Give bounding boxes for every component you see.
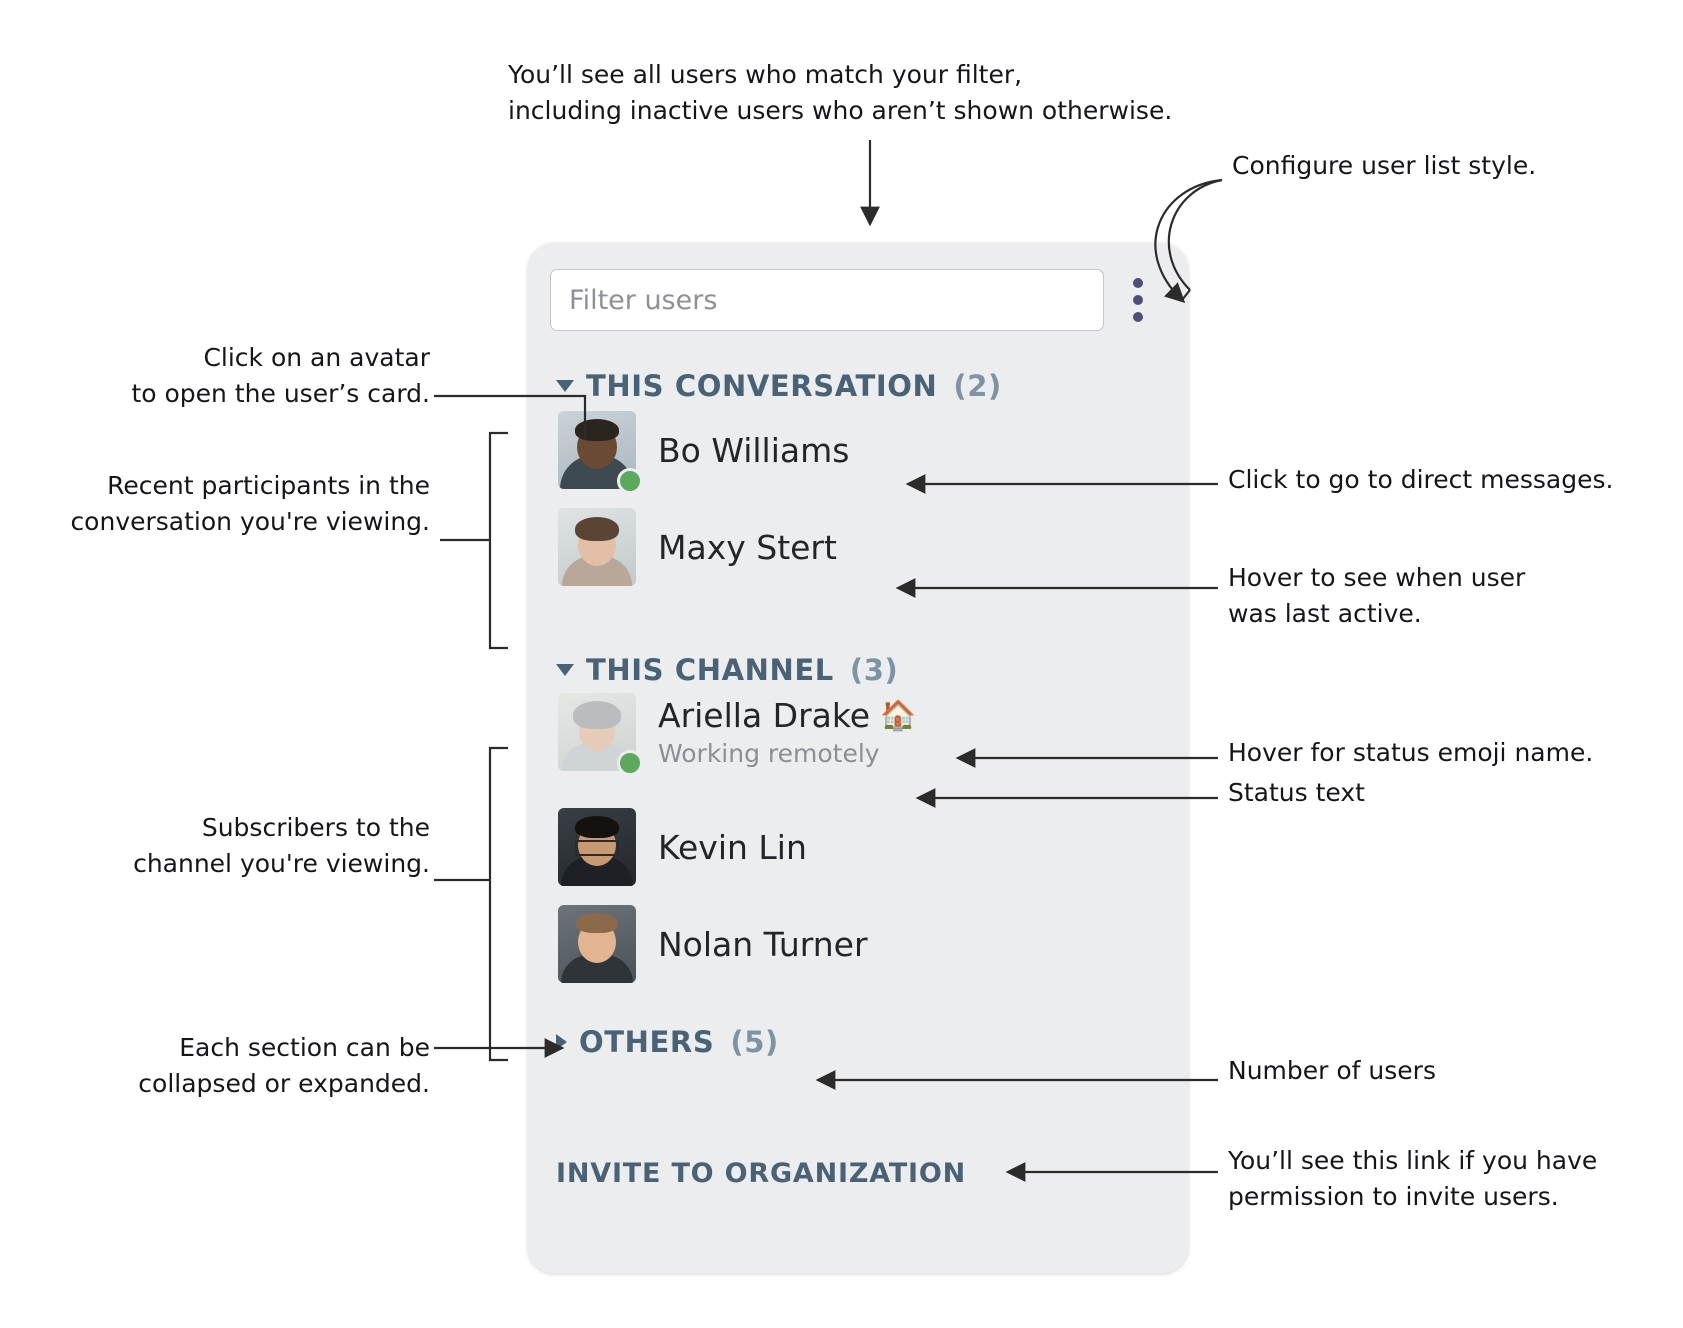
- presence-indicator-active: [617, 750, 643, 776]
- annotation-avatar-note: Click on an avatar to open the user’s card.: [131, 343, 430, 409]
- annotation-direct-messages-note: Click to go to direct messages.: [1228, 465, 1614, 494]
- list-item[interactable]: [558, 693, 916, 771]
- user-name: [658, 528, 837, 567]
- user-text: [658, 528, 837, 567]
- chevron-down-icon: [556, 664, 574, 676]
- kebab-dot-1: [1133, 278, 1143, 288]
- list-item[interactable]: [558, 411, 849, 489]
- user-text: [658, 828, 807, 867]
- section-label: THIS CHANNEL: [586, 653, 834, 687]
- kebab-dot-3: [1133, 312, 1143, 322]
- user-text: [658, 925, 868, 964]
- section-user-count: (5): [730, 1025, 779, 1059]
- annotation-collapse-note: Each section can be collapsed or expanded.: [138, 1033, 430, 1099]
- avatar[interactable]: [558, 905, 636, 983]
- avatar[interactable]: [558, 411, 636, 489]
- avatar[interactable]: [558, 693, 636, 771]
- user-name: [658, 696, 916, 735]
- user-text: [658, 431, 849, 470]
- status-emoji-icon[interactable]: 🏠: [880, 698, 917, 732]
- user-name-text: Kevin Lin: [658, 827, 807, 867]
- filter-row: [550, 267, 1166, 333]
- filter-users-input[interactable]: [550, 269, 1104, 331]
- user-name-text: Maxy Stert: [658, 527, 837, 567]
- avatar[interactable]: [558, 508, 636, 586]
- section-header-others[interactable]: [556, 1025, 779, 1059]
- user-list-panel: [528, 243, 1188, 1273]
- user-name: [658, 828, 807, 867]
- list-item[interactable]: [558, 508, 837, 586]
- kebab-menu-icon[interactable]: [1112, 269, 1164, 331]
- annotation-recent-participants-note: Recent participants in the conversation you're viewing.: [70, 471, 430, 537]
- invite-to-organization-link[interactable]: INVITE TO ORGANIZATION: [556, 1158, 967, 1189]
- status-text: Working remotely: [658, 739, 880, 768]
- list-item[interactable]: [558, 808, 807, 886]
- section-header-this-channel[interactable]: [556, 653, 898, 687]
- chevron-down-icon: [556, 380, 574, 392]
- avatar[interactable]: [558, 808, 636, 886]
- section-label: OTHERS: [579, 1025, 715, 1059]
- user-text: [658, 696, 916, 768]
- annotation-status-text-note: Status text: [1228, 778, 1365, 807]
- list-item[interactable]: [558, 905, 868, 983]
- presence-indicator-active: [617, 468, 643, 494]
- annotation-status-emoji-note: Hover for status emoji name.: [1228, 738, 1594, 767]
- annotation-invite-permission-note: You’ll see this link if you have permission to invite users.: [1228, 1146, 1598, 1212]
- chevron-right-icon: [556, 1034, 567, 1050]
- section-label: THIS CONVERSATION: [586, 369, 938, 403]
- user-name: [658, 925, 868, 964]
- annotation-last-active-note: Hover to see when user was last active.: [1228, 563, 1526, 629]
- section-user-count: (3): [849, 653, 899, 687]
- user-name-text: Bo Williams: [658, 430, 850, 470]
- annotation-subscribers-note: Subscribers to the channel you're viewing.: [133, 813, 430, 879]
- annotation-user-count-note: Number of users: [1228, 1056, 1436, 1085]
- annotation-filter-note: You’ll see all users who match your filter, including inactive users who aren’t shown otherwise.: [508, 60, 1173, 126]
- kebab-dot-2: [1133, 295, 1143, 305]
- section-user-count: (2): [953, 369, 1002, 403]
- user-name: [658, 431, 849, 470]
- section-header-this-conversation[interactable]: [556, 369, 1002, 403]
- user-name-text: Ariella Drake: [658, 696, 871, 735]
- annotation-configure-note: Configure user list style.: [1232, 151, 1537, 180]
- user-name-text: Nolan Turner: [658, 924, 868, 964]
